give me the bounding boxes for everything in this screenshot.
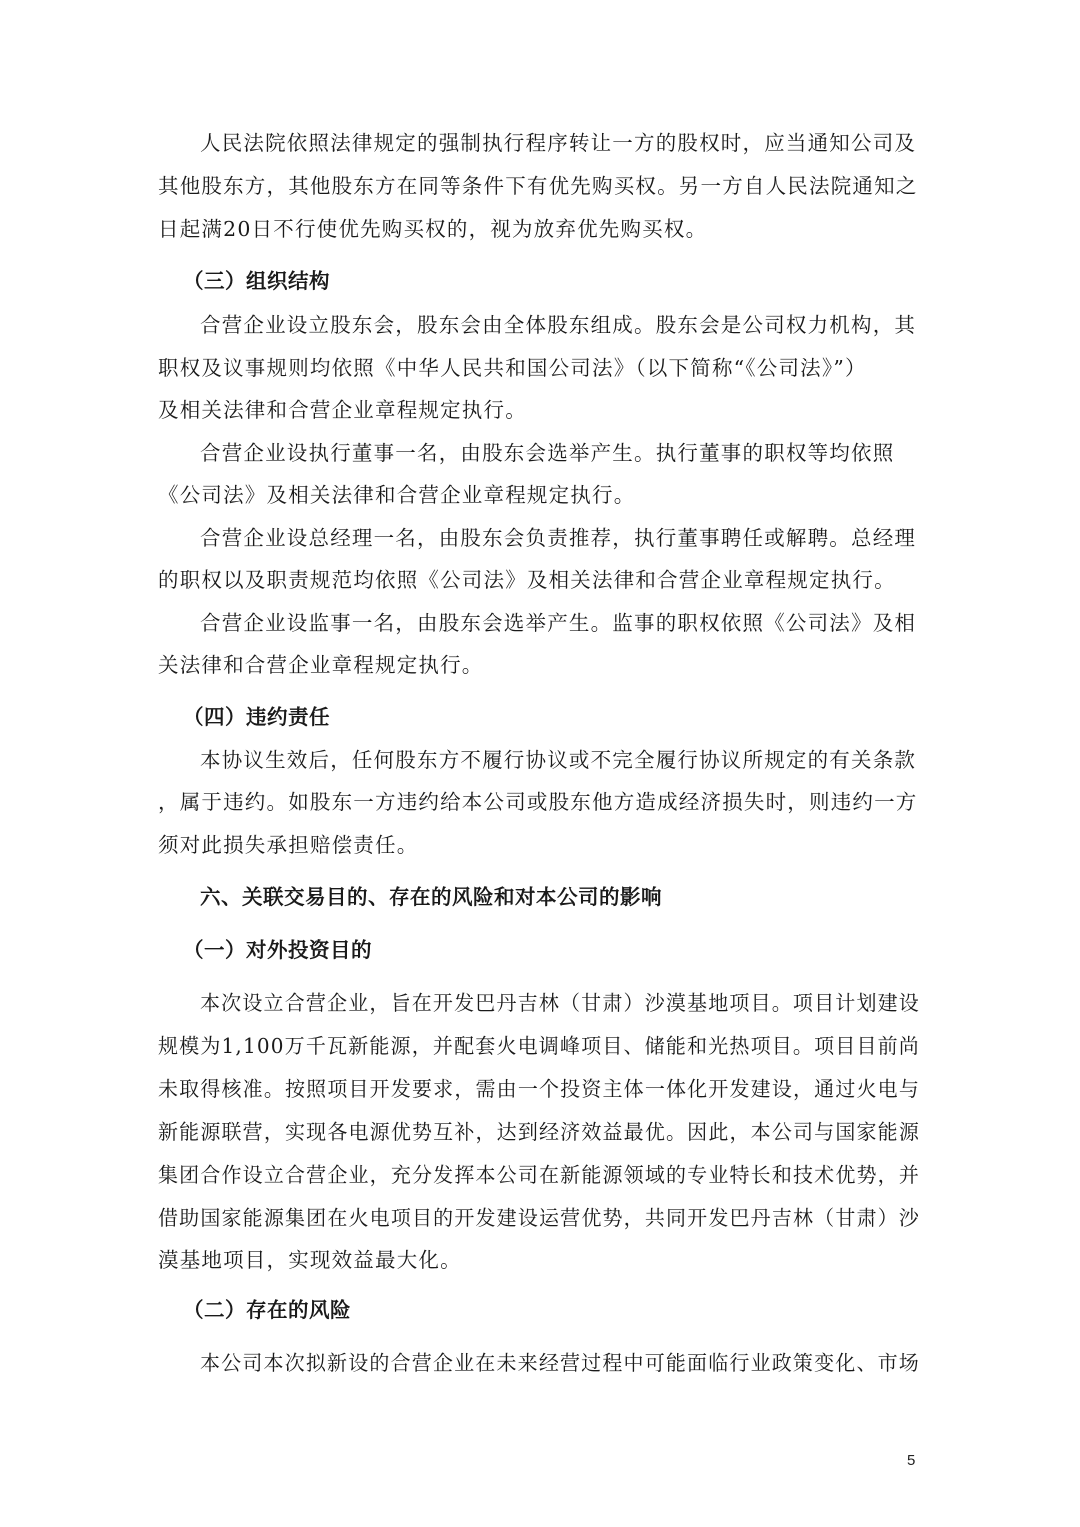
paragraph-line: 本公司本次拟新设的合营企业在未来经营过程中可能面临行业政策变化、市场	[200, 1351, 920, 1375]
paragraph-line: 职权及议事规则均依照《中华人民共和国公司法》（以下简称“《公司法》”）	[158, 356, 867, 380]
paragraph-line: 日起满20日不行使优先购买权的，视为放弃优先购买权。	[158, 217, 708, 241]
paragraph-line: 须对此损失承担赔偿责任。	[158, 833, 419, 857]
paragraph-line: 人民法院依照法律规定的强制执行程序转让一方的股权时，应当通知公司及	[200, 131, 917, 155]
paragraph-line: 新能源联营，实现各电源优势互补，达到经济效益最优。因此，本公司与国家能源	[158, 1120, 920, 1144]
section-heading: 六、关联交易目的、存在的风险和对本公司的影响	[200, 885, 662, 909]
paragraph-line: 关法律和合营企业章程规定执行。	[158, 653, 484, 677]
paragraph-line: 《公司法》及相关法律和合营企业章程规定执行。	[158, 483, 636, 507]
paragraph-line: 未取得核准。按照项目开发要求，需由一个投资主体一体化开发建设，通过火电与	[158, 1077, 920, 1101]
paragraph-line: ，属于违约。如股东一方违约给本公司或股东他方造成经济损失时，则违约一方	[158, 790, 918, 814]
paragraph-line: 规模为1,100万千瓦新能源，并配套火电调峰项目、储能和光热项目。项目目前尚	[158, 1034, 920, 1058]
paragraph-line: 借助国家能源集团在火电项目的开发建设运营优势，共同开发巴丹吉林（甘肃）沙	[158, 1206, 920, 1230]
paragraph-line: 合营企业设立股东会，股东会由全体股东组成。股东会是公司权力机构，其	[200, 313, 917, 337]
paragraph-line: 集团合作设立合营企业，充分发挥本公司在新能源领域的专业特长和技术优势，并	[158, 1163, 920, 1187]
section-heading: （二）存在的风险	[183, 1298, 351, 1322]
paragraph-line: 合营企业设执行董事一名，由股东会选举产生。执行董事的职权等均依照	[200, 441, 895, 465]
section-heading: （一）对外投资目的	[183, 938, 372, 962]
paragraph-line: 本协议生效后，任何股东方不履行协议或不完全履行协议所规定的有关条款	[200, 748, 917, 772]
section-heading: （四）违约责任	[183, 705, 330, 729]
paragraph-line: 其他股东方，其他股东方在同等条件下有优先购买权。另一方自人民法院通知之	[158, 174, 918, 198]
paragraph-line: 的职权以及职责规范均依照《公司法》及相关法律和合营企业章程规定执行。	[158, 568, 896, 592]
paragraph-line: 及相关法律和合营企业章程规定执行。	[158, 398, 527, 422]
page-number: 5	[907, 1452, 916, 1469]
paragraph-line: 漠基地项目，实现效益最大化。	[158, 1248, 462, 1272]
section-heading: （三）组织结构	[183, 269, 330, 293]
paragraph-line: 合营企业设总经理一名，由股东会负责推荐，执行董事聘任或解聘。总经理	[200, 526, 917, 550]
paragraph-line: 本次设立合营企业，旨在开发巴丹吉林（甘肃）沙漠基地项目。项目计划建设	[200, 991, 920, 1015]
paragraph-line: 合营企业设监事一名，由股东会选举产生。监事的职权依照《公司法》及相	[200, 611, 917, 635]
